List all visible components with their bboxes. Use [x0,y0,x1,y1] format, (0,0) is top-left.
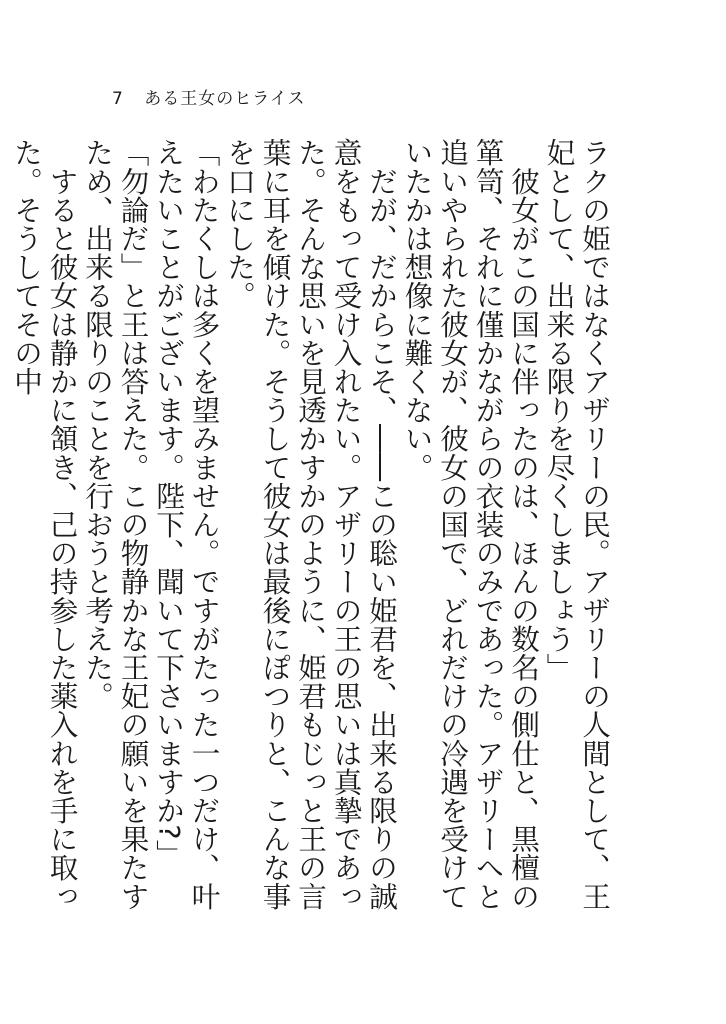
paragraph: 彼女がこの国に伴ったのは、ほんの数名の側仕と、黒檀の箪笥、それに僅かながらの衣装のみであった。アザリーへと追いやられた彼女が、彼女の国で、どれだけの冷遇を受けていたかは想像に難くない。 [400,138,541,911]
paragraph: 「わたくしは多くを望みません。ですがたった一つだけ、叶えたいことがございます。陛下、聞いて下さいますか?」 [152,138,222,911]
page-number: 7 [112,89,124,109]
running-head [112,84,306,109]
paragraph: すると彼女は静かに頷き、己の持参した薬入れを手に取った。そうしてその中 [10,138,80,911]
body-text [9,138,613,918]
running-title: ある王女のヒライス [144,89,306,109]
paragraph: 「勿論だ」と王は答えた。この物静かな王妃の願いを果たすため、出来る限りのことを行おうと考えた。 [81,138,151,911]
paragraph: だが、だからこそ、――この聡い姫君を、出来る限りの誠意をもって受け入れたい。アザリーの王の思いは真摯であった。そんな思いを見透かすかのように、姫君もじっと王の言葉に耳を傾けた。そうして彼女は最後にぽつりと、こんな事を口にした。 [223,138,399,911]
paragraph: ラクの姫ではなくアザリーの民。アザリーの人間として、王妃として、出来る限りを尽くしましょう」 [542,138,612,911]
